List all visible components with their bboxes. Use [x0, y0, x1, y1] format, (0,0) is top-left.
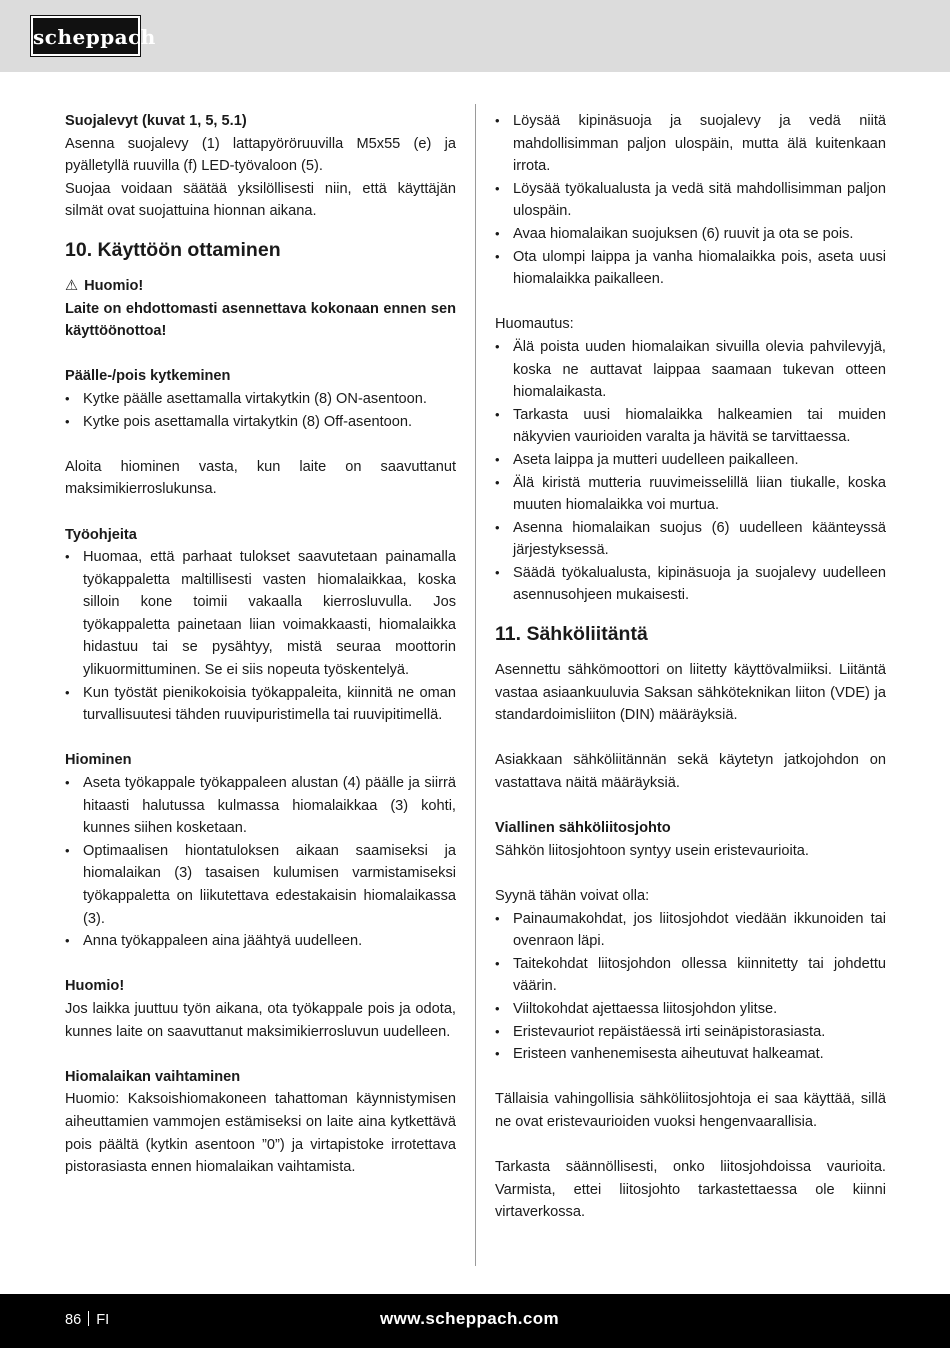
change-steps-list — [495, 110, 886, 291]
work-list — [65, 546, 456, 727]
guard-heading: Suojalevyt (kuvat 1, 5, 5.1) — [65, 113, 247, 129]
page-indicator — [65, 1309, 109, 1331]
section-10-title: 10. Käyttöön ottaminen — [65, 238, 281, 261]
list-item: • Optimaalisen hiontatuloksen aikaan saamiseksi ja hiomalaikan (3) tasaisen kulumisen varmistamiseksi työkappaletta on liikutettava edestakaisin hiomalaikassa (3). — [65, 840, 456, 930]
list-item: • Tarkasta uusi hiomalaikka halkeamien tai muiden näkyvien vaurioiden varalta ja hävitä se tarvittaessa. — [495, 404, 886, 449]
warning-heading — [65, 275, 456, 298]
list-item: • Huomaa, että parhaat tulokset saavutetaan painamalla työkappaletta maltillisesti vasten hiomalaikkaa, koska silloin kone toimii vakaalla kierrosluvulla. Jos työkappaletta painetaan liian voimakkaasti, hiomalaikka hidastuu tai se pysähtyy, mistä seuraa moottorin ylikuormittuminen. Se ei siis nopeuta työskentelyä. — [65, 546, 456, 682]
warning-label: Huomio! — [84, 277, 144, 294]
list-item: • Eristeen vanhenemisesta aiheutuvat halkeamat. — [495, 1043, 886, 1066]
warning-icon: ⚠ — [65, 277, 79, 294]
remark-list — [495, 336, 886, 607]
onoff-heading: Päälle-/pois kytkeminen — [65, 368, 231, 385]
list-item: • Kun työstät pienikokoisia työkappaleita, kiinnitä ne oman turvallisuutesi tähden ruuvipuristimella tai ruuvipitimellä. — [65, 682, 456, 727]
causes-list — [495, 908, 886, 1066]
list-item: • Painaumakohdat, jos liitosjohdot viedään ikkunoiden tai ovenraon läpi. — [495, 908, 886, 953]
grind-heading: Hiominen — [65, 752, 132, 769]
note-paragraph: Jos laikka juuttuu työn aikana, ota työkappale pois ja odota, kunnes laite on saavuttanut maksimikierrosluvun uudelleen. — [65, 1000, 456, 1040]
guard-paragraph-1: Asenna suojalevy (1) lattapyöröruuvilla M5x55 (e) ja pyälletyllä ruuvilla (f) LED-työvaloon (5). — [65, 135, 456, 175]
list-item: • Viiltokohdat ajettaessa liitosjohdon ylitse. — [495, 998, 886, 1021]
elec-paragraph-2: Asiakkaan sähköliitännän sekä käytetyn jatkojohdon on vastattava näitä määräyksiä. — [495, 752, 886, 792]
elec-paragraph-1: Asennettu sähkömoottori on liitetty käyttövalmiiksi. Liitäntä vastaa asiaankuuluvia Saksan sähköteknikan liiton (VDE) ja standardoimisliiton (DIN) määräyksiä. — [495, 662, 886, 724]
list-item: • Älä kiristä mutteria ruuvimeisselillä liian tiukalle, koska muuten hiomalaikka voi murtua. — [495, 472, 886, 517]
right-column — [495, 110, 886, 1224]
start-paragraph: Aloita hiominen vasta, kun laite on saavuttanut maksimikierroslukunsa. — [65, 458, 456, 498]
header-bar — [0, 0, 950, 72]
list-item: • Löysää kipinäsuoja ja suojalevy ja vedä niitä mahdollisimman paljon ulospäin, mutta älä kuitenkaan irrota. — [495, 110, 886, 178]
page-number: 86 — [65, 1312, 82, 1328]
damaged-heading: Viallinen sähköliitosjohto — [495, 820, 671, 837]
list-item: • Anna työkappaleen aina jäähtyä uudelleen. — [65, 930, 456, 953]
page-separator — [88, 1311, 89, 1326]
list-item: • Kytke päälle asettamalla virtakytkin (8) ON-asentoon. — [65, 388, 456, 411]
causes-label: Syynä tähän voivat olla: — [495, 888, 650, 904]
list-item: • Asenna hiomalaikan suojus (6) uudelleen käänteyssä järjestyksessä. — [495, 517, 886, 562]
section-11-title: 11. Sähköliitäntä — [495, 623, 648, 646]
list-item: • Avaa hiomalaikan suojuksen (6) ruuvit ja ota se pois. — [495, 223, 886, 246]
list-item: • Taitekohdat liitosjohdon ollessa kiinnitetty tai johdettu väärin. — [495, 953, 886, 998]
change-heading: Hiomalaikan vaihtaminen — [65, 1068, 241, 1085]
change-paragraph: Huomio: Kaksoishiomakoneen tahattoman käynnistymisen aiheuttamien vammojen estämiseksi on laite aina kytkettävä pois päältä (kytkin asentoon ”0”) ja virtapistoke irrotettava pistorasiasta ennen hiomalaikan vaihtamista. — [65, 1091, 456, 1176]
brand-logo: scheppach — [31, 16, 140, 56]
check-paragraph: Tarkasta säännöllisesti, onko liitosjohdoissa vaurioita. Varmista, ettei liitosjohto tarkastettaessa ole kiinni virtaverkossa. — [495, 1159, 886, 1221]
danger-paragraph: Tällaisia vahingollisia sähköliitosjohtoja ei saa käyttää, sillä ne ovat eristevaurioiden vuoksi hengenvaarallisia. — [495, 1091, 886, 1130]
list-item: • Ota ulompi laippa ja vanha hiomalaikka pois, aseta uusi hiomalaikka paikalleen. — [495, 246, 886, 291]
work-heading: Työohjeita — [65, 526, 137, 543]
left-column — [65, 110, 456, 1179]
list-item: • Säädä työkalualusta, kipinäsuoja ja suojalevy uudelleen asennusohjeen mukaisesti. — [495, 562, 886, 607]
remark-label: Huomautus: — [495, 316, 574, 333]
footer-bar — [0, 1294, 950, 1348]
list-item: • Eristevauriot repäistäessä irti seinäpistorasiasta. — [495, 1021, 886, 1044]
list-item: • Kytke pois asettamalla virtakytkin (8) Off-asentoon. — [65, 411, 456, 434]
grind-list — [65, 772, 456, 953]
onoff-list — [65, 388, 456, 433]
list-item: • Aseta laippa ja mutteri uudelleen paikalleen. — [495, 449, 886, 472]
list-item: • Aseta työkappale työkappaleen alustan (4) päälle ja siirrä hitaasti halutussa kulmassa hiomalaikkaa (3) kohti, kunnes siihen kosketaan. — [65, 772, 456, 840]
guard-paragraph-2: Suojaa voidaan säätää yksilöllisesti niin, että käyttäjän silmät ovat suojattuina hionnan aikana. — [65, 180, 456, 220]
note-heading: Huomio! — [65, 978, 125, 995]
list-item: • Löysää työkalualusta ja vedä sitä mahdollisimman paljon ulospäin. — [495, 178, 886, 223]
website-link[interactable]: www.scheppach.com — [380, 1309, 560, 1328]
list-item: • Älä poista uuden hiomalaikan sivuilla olevia pahvilevyjä, koska ne auttavat laippaa saamaan tukevan otteen hiomalaikasta. — [495, 336, 886, 404]
language-code: FI — [96, 1312, 110, 1328]
damaged-paragraph: Sähkön liitosjohtoon syntyy usein eristevaurioita. — [495, 842, 809, 859]
column-divider — [475, 104, 476, 1266]
warning-text: Laite on ehdottomasti asennettava kokonaan ennen sen käyttöönottoa! — [65, 300, 456, 340]
